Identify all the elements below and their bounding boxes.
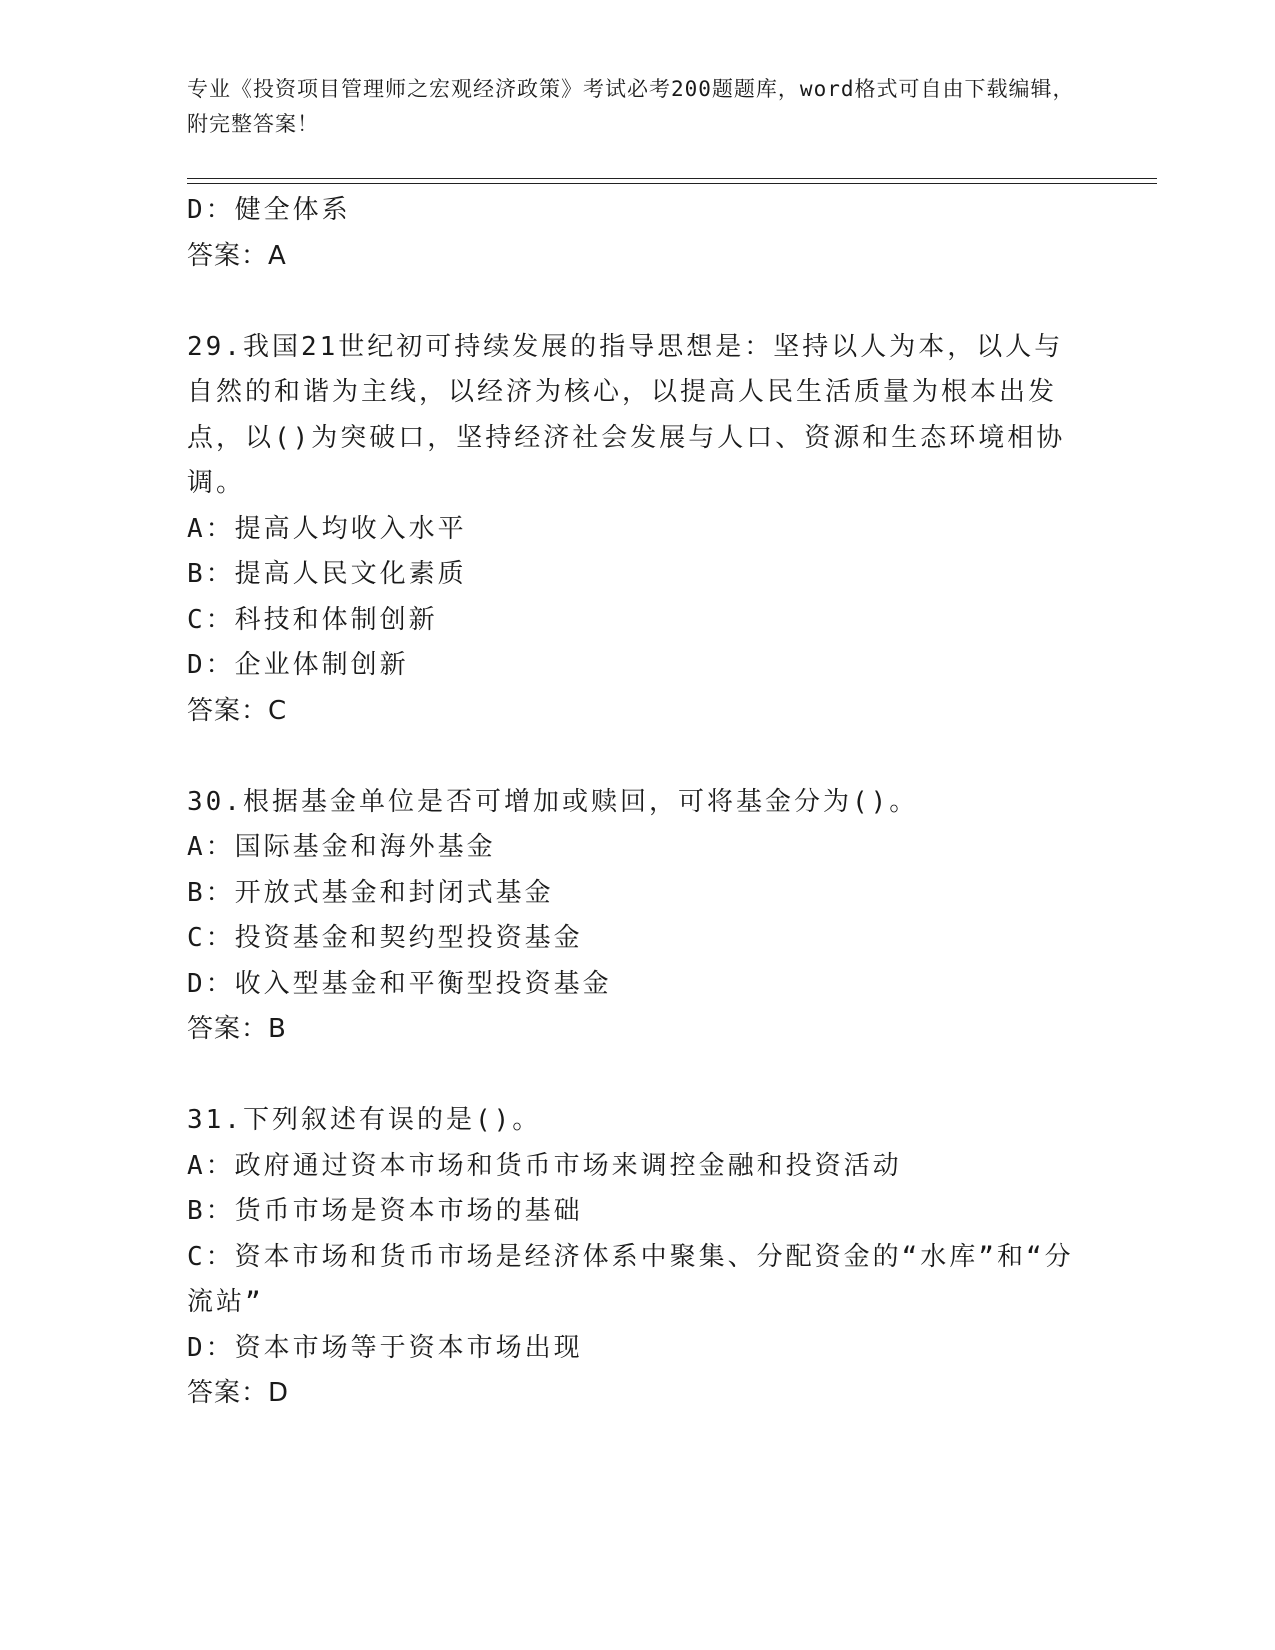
spacer xyxy=(187,279,1077,325)
question-stem: 29.我国21世纪初可持续发展的指导思想是：坚持以人为本，以人与自然的和谐为主线，以经济为核心，以提高人民生活质量为根本出发点，以()为突破口，坚持经济社会发展与人口、资源和生态环境相协调。 xyxy=(187,331,1066,498)
option-a: A：提高人均收入水平 xyxy=(187,513,467,544)
header-divider-bottom xyxy=(187,183,1157,184)
option-c: C：资本市场和货币市场是经济体系中聚集、分配资金的“水库”和“分流站” xyxy=(187,1241,1074,1317)
option-d: D：企业体制创新 xyxy=(187,650,409,680)
question-31 xyxy=(187,1098,1077,1417)
question-stem: 30.根据基金单位是否可增加或赎回，可将基金分为()。 xyxy=(187,786,919,817)
spacer xyxy=(187,734,1077,780)
option-b: B：提高人民文化素质 xyxy=(187,559,467,589)
header-divider-top xyxy=(187,178,1157,179)
prev-option-d: D：健全体系 xyxy=(187,195,351,225)
spacer xyxy=(187,1053,1077,1099)
answer: 答案：C xyxy=(187,695,288,726)
option-b: B：开放式基金和封闭式基金 xyxy=(187,877,554,908)
option-d: D：收入型基金和平衡型投资基金 xyxy=(187,968,612,999)
option-c: C：科技和体制创新 xyxy=(187,604,438,635)
prev-answer: 答案：A xyxy=(187,240,287,271)
answer: 答案：D xyxy=(187,1378,290,1408)
document-header: 专业《投资项目管理师之宏观经济政策》考试必考200题题库，word格式可自由下载编辑，附完整答案！ xyxy=(187,77,1075,136)
option-a: A：国际基金和海外基金 xyxy=(187,832,496,862)
question-29 xyxy=(187,325,1077,735)
option-d: D：资本市场等于资本市场出现 xyxy=(187,1332,583,1363)
option-a: A：政府通过资本市场和货币市场来调控金融和投资活动 xyxy=(187,1150,902,1181)
option-c: C：投资基金和契约型投资基金 xyxy=(187,923,583,953)
answer: 答案：B xyxy=(187,1014,287,1044)
question-30 xyxy=(187,780,1077,1053)
question-content xyxy=(187,188,1077,1417)
option-b: B：货币市场是资本市场的基础 xyxy=(187,1196,583,1226)
question-stem: 31.下列叙述有误的是()。 xyxy=(187,1105,542,1135)
